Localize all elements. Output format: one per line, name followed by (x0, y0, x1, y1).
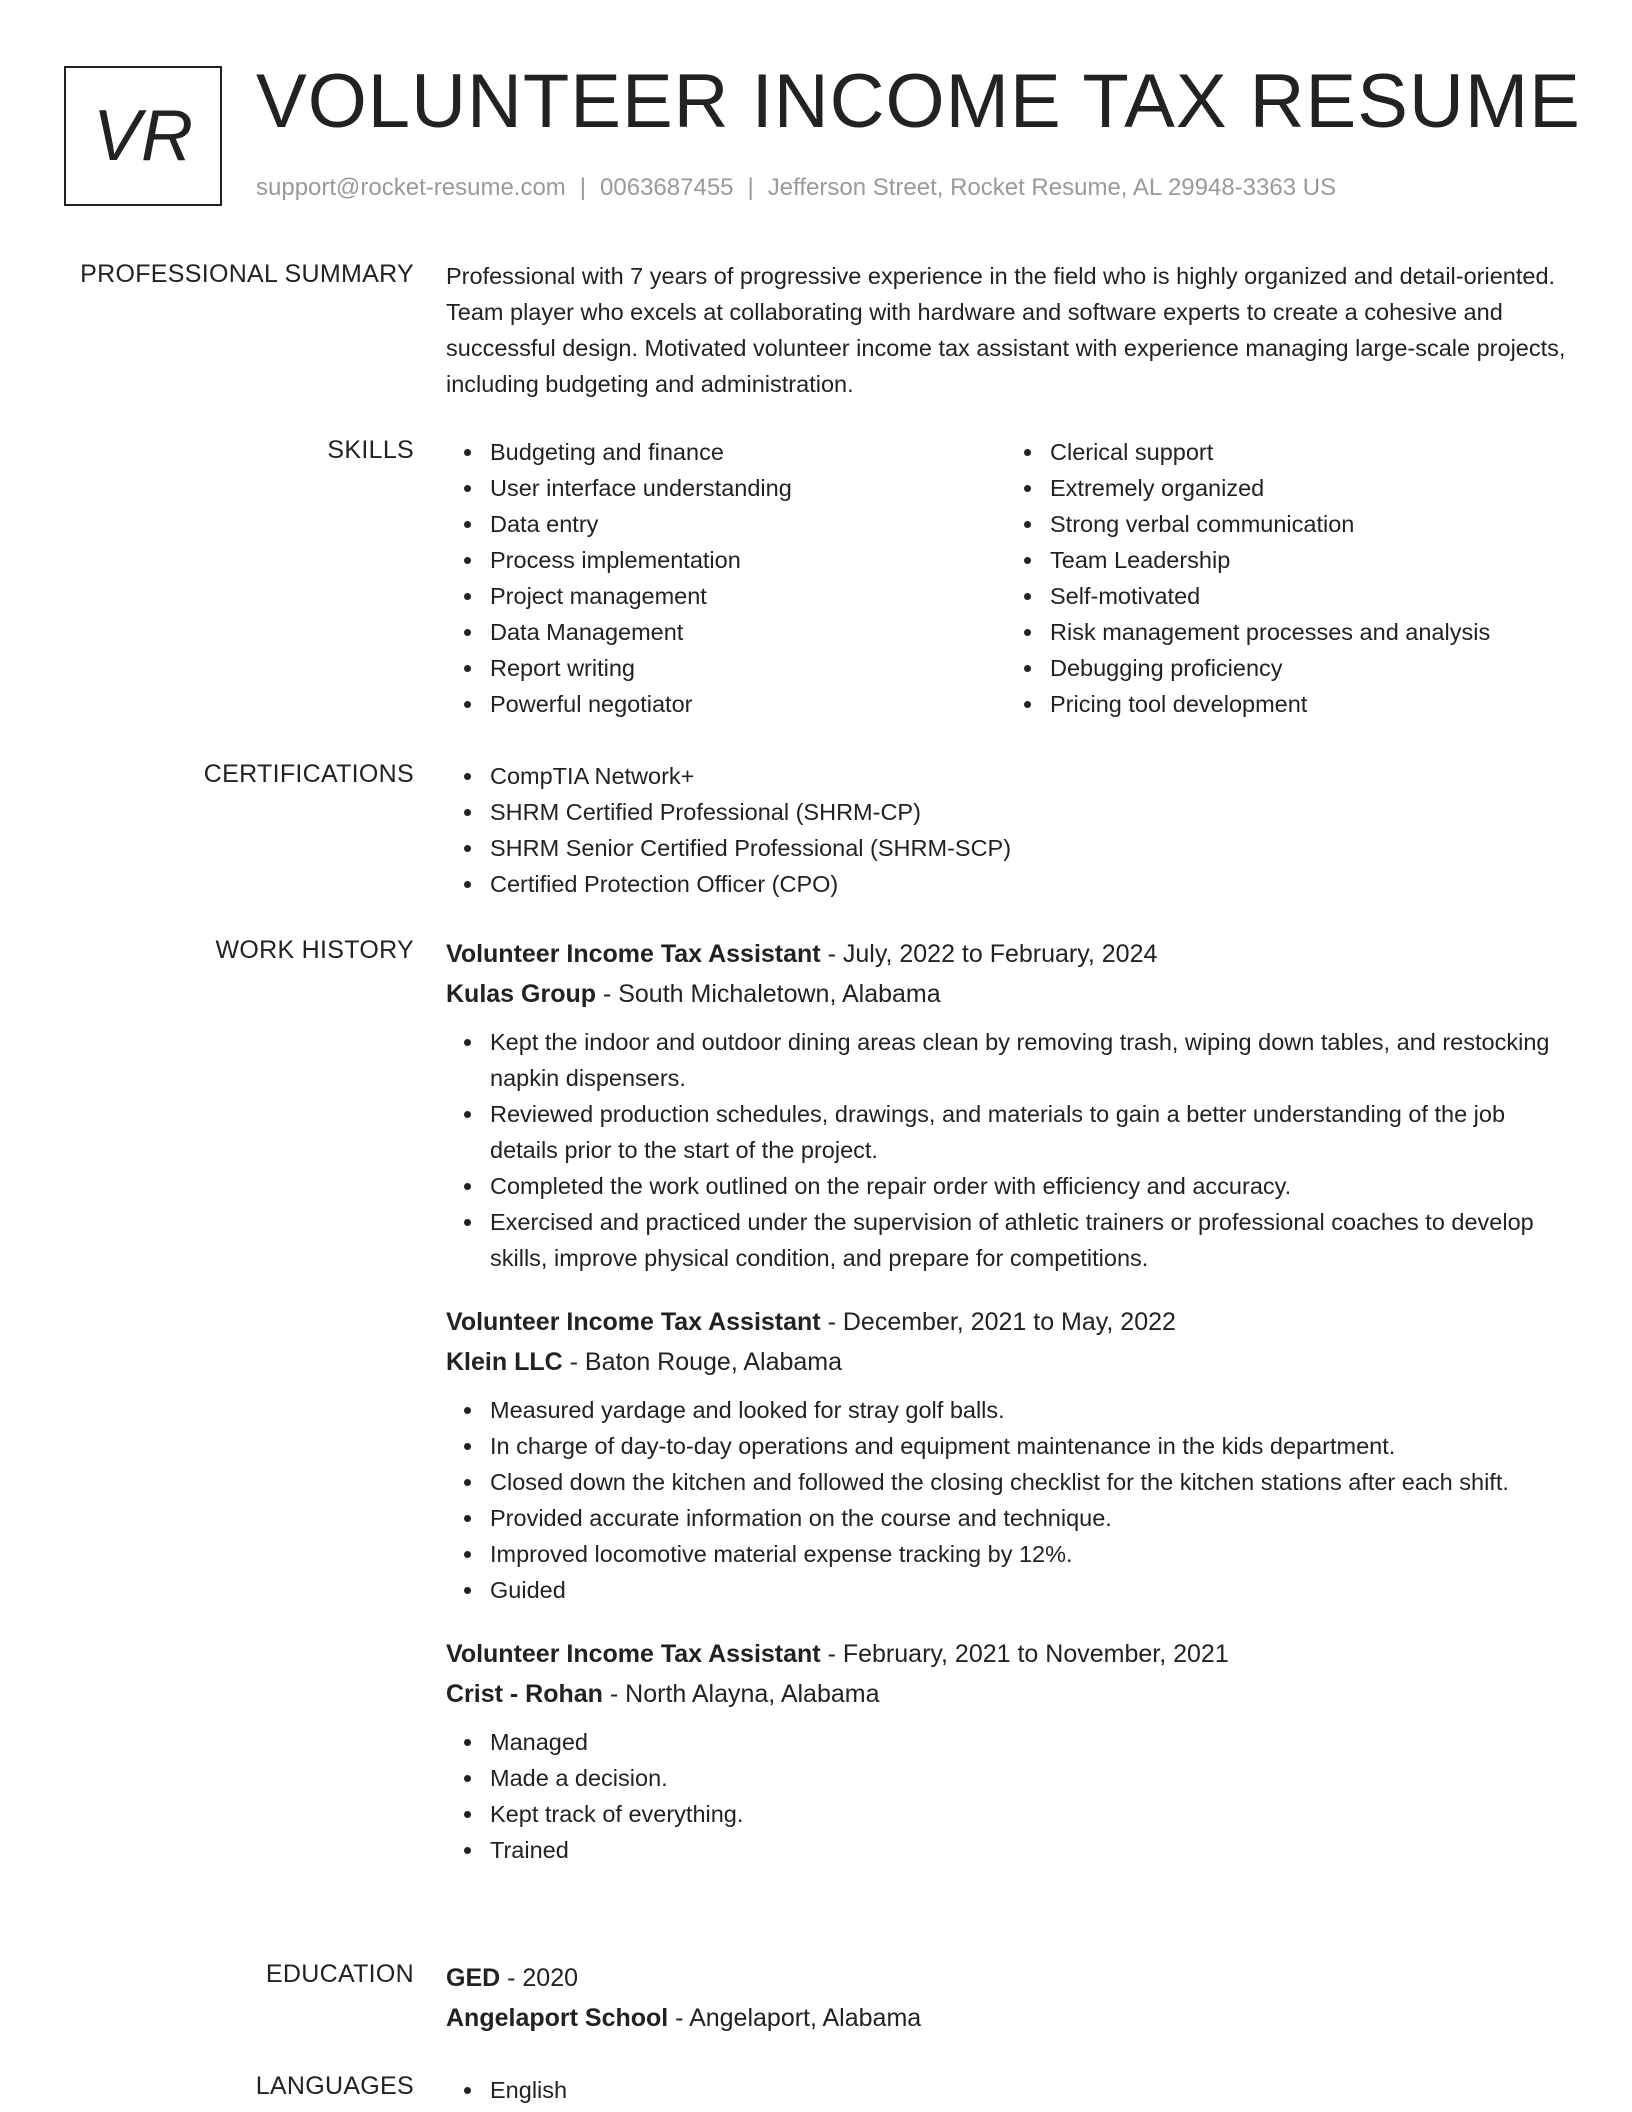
languages-list (446, 2072, 1566, 2108)
list-item: In charge of day-to-day operations and equipment maintenance in the kids department. (490, 1428, 1566, 1464)
education-entry (446, 1958, 1566, 2038)
list-item: Guided (490, 1572, 1566, 1608)
list-item: Trained (490, 1832, 1566, 1868)
job-bullets (446, 1392, 1566, 1608)
list-item: Kept the indoor and outdoor dining areas clean by removing trash, wiping down tables, and restocking napkin dispensers. (490, 1024, 1566, 1096)
job-entry (446, 1302, 1566, 1608)
list-item: Clerical support (1050, 434, 1566, 470)
list-item: SHRM Senior Certified Professional (SHRM-SCP) (490, 830, 1566, 866)
degree-year: - 2020 (500, 1964, 579, 1992)
company-name: Klein LLC (446, 1348, 563, 1376)
resume-title: VOLUNTEER INCOME TAX RESUME (256, 59, 1581, 144)
contact-line (256, 174, 1336, 202)
company-line (446, 974, 1566, 1014)
job-entry (446, 1634, 1566, 1868)
address-text: Jefferson Street, Rocket Resume, AL 29948-3363 US (767, 174, 1337, 201)
job-title-line (446, 1302, 1566, 1342)
list-item: Debugging proficiency (1050, 650, 1566, 686)
job-dates: - July, 2022 to February, 2024 (820, 940, 1158, 968)
list-item: Powerful negotiator (490, 686, 1006, 722)
job-bullets (446, 1724, 1566, 1868)
school-line (446, 1998, 1566, 2038)
company-line (446, 1342, 1566, 1382)
skills-list (446, 434, 1566, 722)
email-text: support@rocket-resume.com (256, 174, 566, 201)
monogram-logo: VR (64, 66, 222, 206)
separator: | (747, 174, 754, 201)
list-item: Report writing (490, 650, 1006, 686)
company-name: Crist - Rohan (446, 1680, 603, 1708)
phone-text: 0063687455 (600, 174, 734, 201)
company-location: - South Michaletown, Alabama (596, 980, 941, 1008)
job-title: Volunteer Income Tax Assistant (446, 1308, 821, 1336)
degree-name: GED (446, 1964, 501, 1992)
school-name: Angelaport School (446, 2004, 669, 2032)
list-item: Kept track of everything. (490, 1796, 1566, 1832)
company-location: - Baton Rouge, Alabama (562, 1348, 843, 1376)
list-item: Certified Protection Officer (CPO) (490, 866, 1566, 902)
list-item: Process implementation (490, 542, 1006, 578)
degree-line (446, 1958, 1566, 1998)
list-item: CompTIA Network+ (490, 758, 1566, 794)
list-item: Exercised and practiced under the supervision of athletic trainers or professional coaches to develop skills, improve physical condition, and prepare for competitions. (490, 1204, 1566, 1276)
list-item: Provided accurate information on the course and technique. (490, 1500, 1566, 1536)
job-dates: - February, 2021 to November, 2021 (820, 1640, 1229, 1668)
list-item: Team Leadership (1050, 542, 1566, 578)
list-item: Data entry (490, 506, 1006, 542)
school-location: - Angelaport, Alabama (668, 2004, 922, 2032)
company-name: Kulas Group (446, 980, 597, 1008)
list-item: Closed down the kitchen and followed the closing checklist for the kitchen stations after each shift. (490, 1464, 1566, 1500)
separator: | (579, 174, 587, 201)
job-title-line (446, 934, 1566, 974)
summary-text: Professional with 7 years of progressive experience in the field who is highly organized and detail-oriented. Team player who excels at collaborating with hardware and software experts to create a cohesive and successful design. Motivated volunteer income tax assistant with experience managing large-scale projects, including budgeting and administration. (446, 263, 1566, 397)
job-bullets (446, 1024, 1566, 1276)
job-entry (446, 934, 1566, 1276)
section-label: EDUCATION (265, 1960, 414, 1988)
list-item: User interface understanding (490, 470, 1006, 506)
list-item: Strong verbal communication (1050, 506, 1566, 542)
section-label: LANGUAGES (255, 2072, 414, 2100)
list-item: Data Management (490, 614, 1006, 650)
list-item: Pricing tool development (1050, 686, 1566, 722)
section-label: PROFESSIONAL SUMMARY (80, 260, 414, 288)
section-label: CERTIFICATIONS (203, 760, 414, 788)
work-history-list (446, 934, 1566, 1868)
job-title-line (446, 1634, 1566, 1674)
company-line (446, 1674, 1566, 1714)
section-label: SKILLS (327, 436, 414, 464)
company-location: - North Alayna, Alabama (602, 1680, 880, 1708)
job-title: Volunteer Income Tax Assistant (446, 1640, 821, 1668)
list-item: SHRM Certified Professional (SHRM-CP) (490, 794, 1566, 830)
list-item: Made a decision. (490, 1760, 1566, 1796)
job-title: Volunteer Income Tax Assistant (446, 940, 821, 968)
list-item: English (490, 2072, 1566, 2108)
list-item: Self-motivated (1050, 578, 1566, 614)
skills-column-right (1006, 434, 1566, 722)
list-item: Measured yardage and looked for stray golf balls. (490, 1392, 1566, 1428)
list-item: Improved locomotive material expense tracking by 12%. (490, 1536, 1566, 1572)
certifications-list (446, 758, 1566, 902)
list-item: Extremely organized (1050, 470, 1566, 506)
job-dates: - December, 2021 to May, 2022 (820, 1308, 1176, 1336)
list-item: Risk management processes and analysis (1050, 614, 1566, 650)
list-item: Budgeting and finance (490, 434, 1006, 470)
section-label: WORK HISTORY (215, 936, 414, 964)
list-item: Reviewed production schedules, drawings, and materials to gain a better understanding of the job details prior to the start of the project. (490, 1096, 1566, 1168)
skills-column-left (446, 434, 1006, 722)
list-item: Project management (490, 578, 1006, 614)
list-item: Completed the work outlined on the repair order with efficiency and accuracy. (490, 1168, 1566, 1204)
list-item: Managed (490, 1724, 1566, 1760)
